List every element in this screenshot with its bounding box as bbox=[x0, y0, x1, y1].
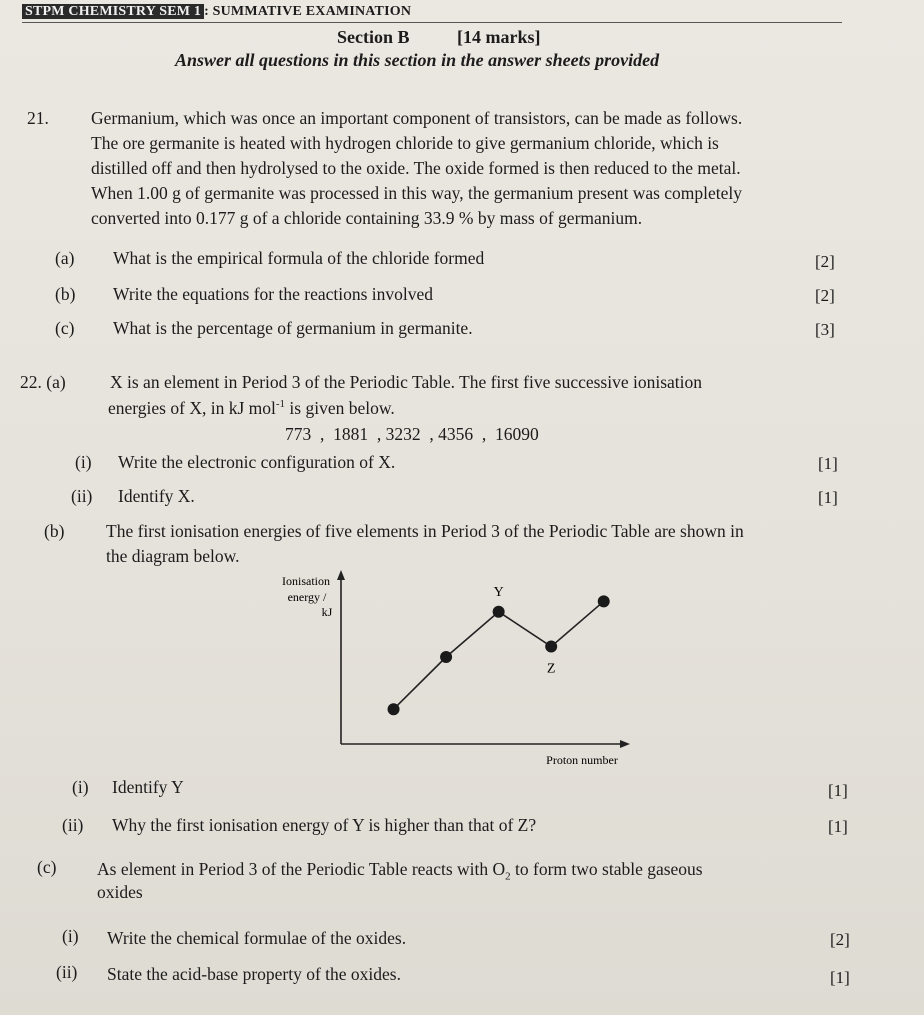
q22a-i-mark: [1] bbox=[818, 454, 838, 473]
section-name: Section B bbox=[337, 27, 410, 47]
section-instruction: Answer all questions in this section in the answer sheets provided bbox=[175, 50, 660, 70]
section-marks: [14 marks] bbox=[457, 27, 541, 47]
q21-number: 21. bbox=[27, 108, 49, 128]
q22b-line-2: the diagram below. bbox=[106, 546, 240, 566]
y-axis-arrow bbox=[337, 570, 345, 580]
q22b-i-text: Identify Y bbox=[112, 777, 184, 797]
q22a-i-label: (i) bbox=[75, 452, 92, 472]
q22a-line-2-pre: energies of X, in kJ mol bbox=[108, 398, 276, 418]
data-point-3 bbox=[493, 606, 505, 618]
ionisation-energies-list: 773 , 1881 , 3232 , 4356 , 16090 bbox=[285, 424, 539, 444]
q22c-i-label: (i) bbox=[62, 926, 79, 946]
q22c-ii-text: State the acid-base property of the oxides. bbox=[107, 964, 401, 984]
q22c-ii-label: (ii) bbox=[56, 962, 78, 982]
q22c-ii-mark: [1] bbox=[830, 968, 850, 987]
x-axis-arrow bbox=[620, 740, 630, 748]
point-label-z: Z bbox=[546, 661, 556, 677]
q22b-label: (b) bbox=[44, 521, 65, 541]
q22a-ii-text: Identify X. bbox=[118, 486, 195, 506]
q22a-line-1: X is an element in Period 3 of the Periodic Table. The first five successive ionisation bbox=[110, 372, 703, 392]
q21-line-2: The ore germanite is heated with hydrogen chloride to give germanium chloride, which is bbox=[91, 133, 719, 153]
q22b-i-mark: [1] bbox=[828, 781, 848, 800]
q21c-mark: [3] bbox=[815, 320, 835, 339]
q21-line-3: distilled off and then hydrolysed to the oxide. The oxide formed is then reduced to the metal. bbox=[91, 158, 741, 178]
series-points bbox=[388, 585, 610, 715]
data-point-5 bbox=[598, 595, 610, 607]
point-label-y: Y bbox=[493, 584, 504, 600]
q21a-mark: [2] bbox=[815, 252, 835, 271]
q21b-text: Write the equations for the reactions involved bbox=[113, 284, 434, 304]
q22c-i-text: Write the chemical formulae of the oxides. bbox=[107, 928, 407, 948]
q22c-line-1 bbox=[97, 857, 703, 881]
q21-line-4: When 1.00 g of germanite was processed in this way, the germanium present was completely bbox=[91, 183, 743, 203]
q22a-ii-mark: [1] bbox=[818, 488, 838, 507]
data-point-2 bbox=[440, 651, 452, 663]
q21a-text: What is the empirical formula of the chloride formed bbox=[113, 248, 485, 268]
q22b-line-1: The first ionisation energies of five elements in Period 3 of the Periodic Table are shown in bbox=[106, 521, 744, 541]
paper-title: : SUMMATIVE EXAMINATION bbox=[204, 4, 412, 19]
q22b-ii-label: (ii) bbox=[62, 815, 84, 835]
q22a-line-2-post: is given below. bbox=[285, 398, 395, 418]
header-rule bbox=[22, 22, 842, 23]
q22b-i-label: (i) bbox=[72, 777, 89, 797]
y-axis-label-line-3: kJ bbox=[321, 605, 333, 619]
q21b-mark: [2] bbox=[815, 286, 835, 305]
q21-line-1: Germanium, which was once an important component of transistors, can be made as follows. bbox=[91, 108, 743, 128]
paper-code: STPM CHEMISTRY SEM 1 bbox=[22, 4, 204, 19]
data-point-1 bbox=[388, 703, 400, 715]
q22b-ii-text: Why the first ionisation energy of Y is higher than that of Z? bbox=[112, 815, 537, 835]
q22a-i-text: Write the electronic configuration of X. bbox=[118, 452, 396, 472]
q22c-line-1-post: to form two stable gaseous bbox=[510, 859, 703, 879]
y-axis-label-line-2: energy / bbox=[287, 590, 327, 604]
paper-header bbox=[22, 4, 411, 20]
q22c-line-2: oxides bbox=[97, 882, 143, 902]
q22c-label: (c) bbox=[37, 857, 57, 877]
q22-number: 22. (a) bbox=[20, 372, 66, 392]
q21b-label: (b) bbox=[55, 284, 76, 304]
q22a-line-2 bbox=[108, 396, 395, 420]
oxygen-subscript: 2 bbox=[505, 870, 511, 883]
q22a-unit-superscript: -1 bbox=[275, 398, 286, 411]
q21c-text: What is the percentage of germanium in germanite. bbox=[113, 318, 473, 338]
q21-line-5: converted into 0.177 g of a chloride containing 33.9 % by mass of germanium. bbox=[91, 208, 643, 228]
q21a-label: (a) bbox=[55, 248, 75, 268]
ionisation-energy-chart bbox=[270, 568, 640, 773]
y-axis-label-line-1: Ionisation bbox=[282, 574, 330, 588]
q22b-ii-mark: [1] bbox=[828, 817, 848, 836]
q22a-ii-label: (ii) bbox=[71, 486, 93, 506]
x-axis-label: Proton number bbox=[546, 753, 618, 767]
q21c-label: (c) bbox=[55, 318, 75, 338]
data-point-4 bbox=[545, 641, 557, 653]
q22c-line-1-pre: As element in Period 3 of the Periodic Table reacts with O bbox=[97, 859, 506, 879]
q22c-i-mark: [2] bbox=[830, 930, 850, 949]
